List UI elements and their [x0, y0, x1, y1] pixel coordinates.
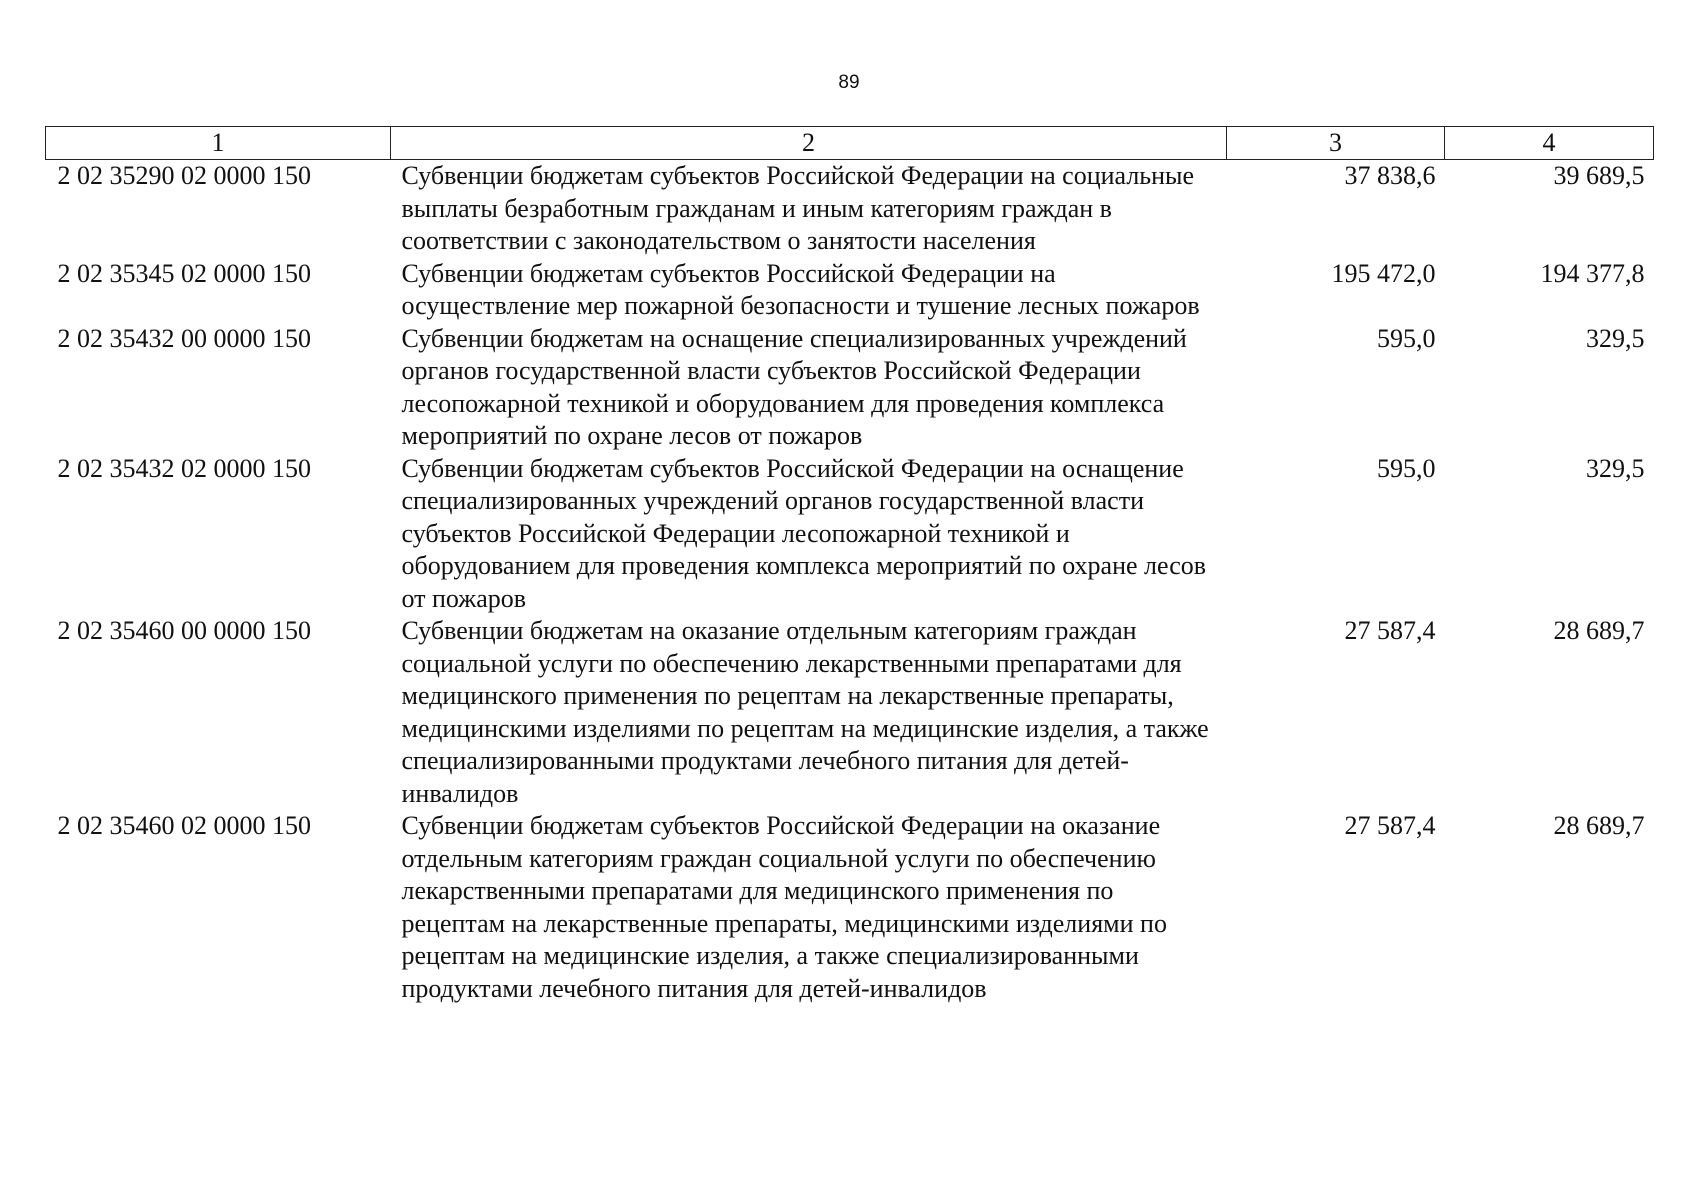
description-cell: Субвенции бюджетам на оснащение специализированных учреждений органов государственной власти субъектов Российской Федерации лесопожарной техникой и оборудованием для проведения комплекса мероприятий по охране лесов от пожаров — [401, 323, 1187, 450]
description-cell: Субвенции бюджетам субъектов Российской Федерации на социальные выплаты безработным гражданам и иным категориям граждан в соответствии с законодательством о занятости населения — [401, 161, 1195, 255]
value-column-3-cell: 595,0 — [1377, 453, 1436, 483]
value-column-3-cell: 37 838,6 — [1344, 161, 1436, 190]
budget-code-cell: 2 02 35432 00 0000 150 — [57, 323, 311, 353]
description-cell: Субвенции бюджетам субъектов Российской Федерации на оснащение специализированных учреждений органов государственной власти субъектов Российской Федерации лесопожарной техникой и оборудованием для проведения комплекса мероприятий по охране лесов от пожаров — [401, 453, 1207, 613]
value-column-3-cell: 27 587,4 — [1344, 811, 1436, 840]
value-column-3-cell: 595,0 — [1377, 323, 1436, 353]
table-row — [46, 258, 1654, 323]
page-number: 89 — [838, 72, 860, 93]
column-header-3: 3 — [1227, 127, 1445, 160]
value-column-4-cell: 329,5 — [1586, 453, 1645, 483]
budget-table — [45, 126, 1654, 1005]
table-header-row — [46, 127, 1654, 160]
value-column-4-cell: 329,5 — [1586, 323, 1645, 353]
table-row — [46, 453, 1654, 616]
column-header-1: 1 — [46, 127, 391, 160]
value-column-4-cell: 39 689,5 — [1553, 161, 1645, 190]
column-header-4: 4 — [1445, 127, 1654, 160]
description-cell: Субвенции бюджетам субъектов Российской Федерации на оказание отдельным категориям граждан социальной услуги по обеспечению лекарственными препаратами для медицинского применения по рецептам на лекарственные препараты, медицинскими изделиями по рецептам на медицинские изделия, а также специализированными продуктами лечебного питания для детей-инвалидов — [401, 811, 1167, 1003]
description-cell: Субвенции бюджетам субъектов Российской Федерации на осуществление мер пожарной безопасности и тушение лесных пожаров — [401, 258, 1200, 320]
column-header-2: 2 — [391, 127, 1227, 160]
table-row — [46, 615, 1654, 810]
value-column-3-cell: 27 587,4 — [1344, 616, 1436, 645]
table-row — [46, 160, 1654, 258]
value-column-4-cell: 194 377,8 — [1540, 258, 1645, 288]
budget-code-cell: 2 02 35460 00 0000 150 — [57, 616, 311, 645]
budget-code-cell: 2 02 35460 02 0000 150 — [57, 811, 311, 840]
value-column-4-cell: 28 689,7 — [1553, 616, 1645, 645]
value-column-3-cell: 195 472,0 — [1331, 258, 1436, 288]
budget-code-cell: 2 02 35290 02 0000 150 — [57, 161, 311, 190]
table-row — [46, 810, 1654, 1005]
description-cell: Субвенции бюджетам на оказание отдельным категориям граждан социальной услуги по обеспечению лекарственными препаратами для медицинского применения по рецептам на лекарственные препараты, медицинскими изделиями по рецептам на медицинские изделия, а также специализированными продуктами лечебного питания для детей-инвалидов — [401, 616, 1209, 808]
table-row — [46, 323, 1654, 453]
value-column-4-cell: 28 689,7 — [1553, 811, 1645, 840]
budget-code-cell: 2 02 35345 02 0000 150 — [57, 258, 311, 288]
budget-code-cell: 2 02 35432 02 0000 150 — [57, 453, 311, 483]
